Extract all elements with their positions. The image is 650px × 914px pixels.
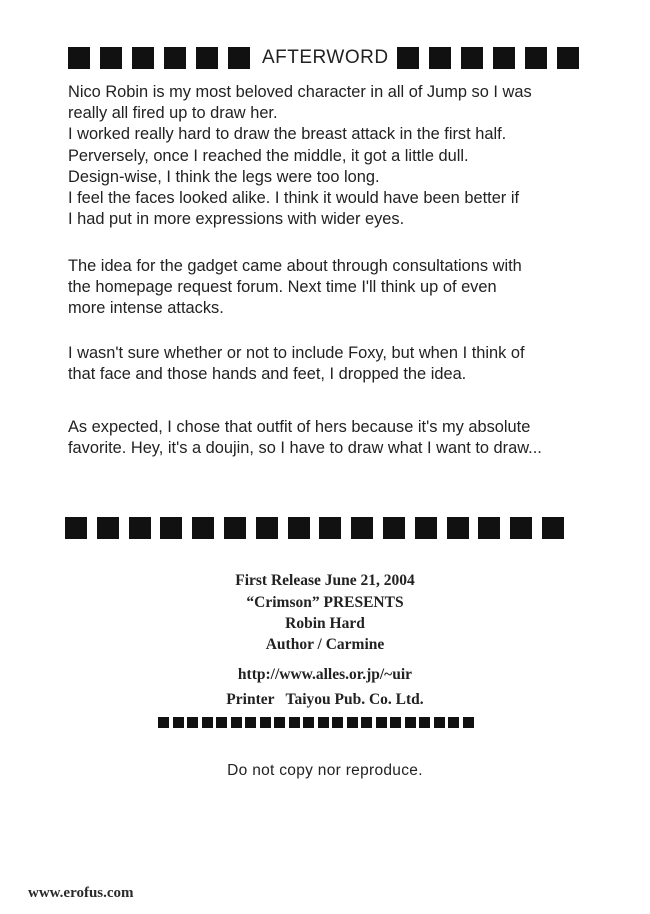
black-square-icon: [390, 717, 401, 728]
black-square-icon: [557, 47, 579, 69]
black-square-icon: [132, 47, 154, 69]
text-line: I worked really hard to draw the breast attack in the first half.: [68, 125, 507, 144]
text-line: Design-wise, I think the legs were too long.: [68, 167, 380, 186]
black-square-icon: [158, 717, 169, 728]
black-square-icon: [100, 47, 122, 69]
black-square-icon: [448, 717, 459, 728]
black-square-icon: [303, 717, 314, 728]
text-line: really all fired up to draw her.: [68, 104, 278, 123]
black-square-icon: [65, 517, 87, 539]
text-line: the homepage request forum. Next time I'll think up of even: [68, 278, 497, 297]
black-square-icon: [187, 717, 198, 728]
release-date: First Release June 21, 2004: [235, 572, 415, 589]
black-square-icon: [319, 517, 341, 539]
black-square-icon: [196, 47, 218, 69]
black-square-icon: [260, 717, 271, 728]
black-square-icon: [510, 517, 532, 539]
colophon-divider: [158, 717, 477, 728]
afterword-paragraph: [68, 82, 588, 230]
black-square-icon: [415, 517, 437, 539]
black-square-icon: [164, 47, 186, 69]
black-square-icon: [160, 517, 182, 539]
section-divider: [65, 517, 574, 539]
text-line: more intense attacks.: [68, 299, 224, 318]
afterword-heading: AFTERWORD: [262, 47, 389, 68]
printer-line: Printer Taiyou Pub. Co. Ltd.: [226, 691, 424, 708]
text-line: I feel the faces looked alike. I think it would have been better if: [68, 189, 520, 208]
black-square-icon: [361, 717, 372, 728]
black-square-icon: [192, 517, 214, 539]
black-square-icon: [447, 517, 469, 539]
black-square-icon: [224, 517, 246, 539]
afterword-paragraph: [68, 343, 588, 385]
black-square-icon: [405, 717, 416, 728]
text-line: Perversely, once I reached the middle, it got a little dull.: [68, 146, 469, 165]
text-line: favorite. Hey, it's a doujin, so I have to draw what I want to draw...: [68, 439, 542, 458]
black-square-icon: [463, 717, 474, 728]
black-square-icon: [429, 47, 451, 69]
black-square-icon: [397, 47, 419, 69]
watermark: www.erofus.com: [28, 885, 134, 901]
black-square-icon: [347, 717, 358, 728]
text-line: I wasn't sure whether or not to include Foxy, but when I think of: [68, 344, 525, 362]
black-square-icon: [231, 717, 242, 728]
black-square-icon: [202, 717, 213, 728]
afterword-paragraph: [68, 256, 588, 320]
text-line: I had put in more expressions with wider eyes.: [68, 210, 405, 229]
black-square-icon: [228, 47, 250, 69]
black-square-icon: [419, 717, 430, 728]
black-square-icon: [351, 517, 373, 539]
black-square-icon: [434, 717, 445, 728]
black-square-icon: [245, 717, 256, 728]
afterword-paragraph: [68, 417, 588, 459]
text-line: As expected, I chose that outfit of hers because it's my absolute: [68, 418, 531, 436]
text-line: that face and those hands and feet, I dropped the idea.: [68, 365, 467, 384]
black-square-icon: [256, 517, 278, 539]
text-line: The idea for the gadget came about through consultations with: [68, 257, 522, 275]
black-square-icon: [129, 517, 151, 539]
black-square-icon: [332, 717, 343, 728]
black-square-icon: [493, 47, 515, 69]
author-line: Author / Carmine: [265, 636, 385, 653]
black-square-icon: [478, 517, 500, 539]
black-square-icon: [274, 717, 285, 728]
work-title: Robin Hard: [285, 615, 365, 632]
black-square-icon: [376, 717, 387, 728]
copy-notice: Do not copy nor reproduce.: [227, 762, 423, 779]
black-square-icon: [318, 717, 329, 728]
black-square-icon: [525, 47, 547, 69]
text-line: Nico Robin is my most beloved character in all of Jump so I was: [68, 83, 532, 101]
black-square-icon: [68, 47, 90, 69]
black-square-icon: [216, 717, 227, 728]
website-url: http://www.alles.or.jp/~uir: [237, 666, 413, 683]
black-square-icon: [289, 717, 300, 728]
afterword-header: [68, 47, 589, 69]
black-square-icon: [288, 517, 310, 539]
black-square-icon: [383, 517, 405, 539]
black-square-icon: [542, 517, 564, 539]
black-square-icon: [97, 517, 119, 539]
black-square-icon: [173, 717, 184, 728]
black-square-icon: [461, 47, 483, 69]
presents-line: “Crimson” PRESENTS: [246, 594, 404, 611]
